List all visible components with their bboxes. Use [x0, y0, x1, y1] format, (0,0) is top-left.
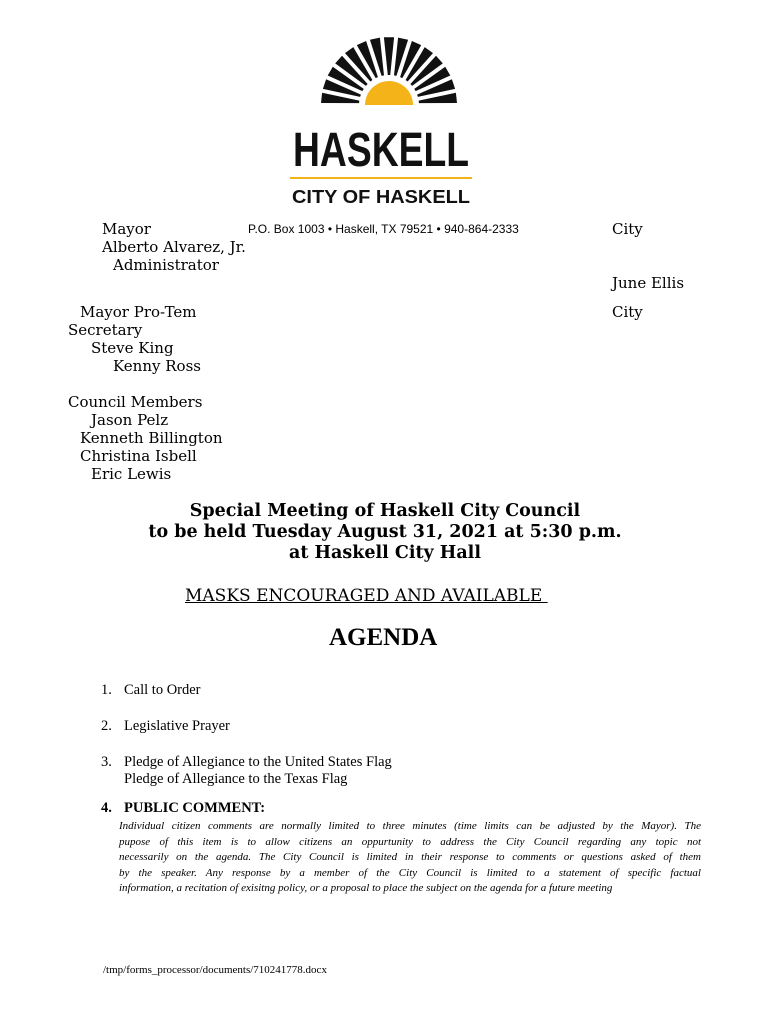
address-line: P.O. Box 1003 • Haskell, TX 79521 • 940-864-2333: [248, 222, 519, 236]
logo-subtitle: CITY OF HASKELL: [292, 187, 470, 207]
administrator-label: Administrator: [113, 256, 219, 274]
mayor-pro-tem-name: Steve King: [91, 339, 174, 357]
council-member: Eric Lewis: [91, 465, 172, 483]
city-logo: [286, 35, 476, 212]
agenda-item-number: 1.: [101, 682, 112, 698]
public-comment-description: [119, 819, 701, 897]
logo-wordmark: HASKELL: [293, 124, 469, 177]
public-comment-line: information, a recitation of exisitng policy, or a proposal to place the subject on the agenda for a future meeting: [119, 882, 613, 895]
mayor-title: Mayor: [102, 220, 151, 238]
agenda-heading: AGENDA: [329, 624, 438, 651]
agenda-item-text: Call to Order: [124, 682, 201, 698]
meeting-title-line3: at Haskell City Hall: [289, 543, 481, 563]
agenda-item-text-continued: Pledge of Allegiance to the Texas Flag: [124, 771, 348, 787]
agenda-item-number: 3.: [101, 754, 112, 770]
council-member: Jason Pelz: [91, 411, 169, 429]
june-ellis: June Ellis: [612, 274, 685, 292]
public-comment-line: by the speaker. Any response by a member of the City Council is limited to a statement of specific factual: [119, 866, 701, 879]
kenny-ross: Kenny Ross: [113, 357, 201, 375]
mayor-pro-tem-title: Mayor Pro-Tem: [80, 303, 197, 321]
agenda-item-text: Pledge of Allegiance to the United States Flag: [124, 754, 392, 770]
city-label-2: City: [612, 303, 643, 321]
public-comment-line: Individual citizen comments are normally limited to three minutes (time limits can be adjusted by the Mayor). The: [119, 820, 701, 832]
mayor-name: Alberto Alvarez, Jr.: [102, 238, 246, 256]
agenda-item-number: 4.: [101, 800, 112, 816]
masks-notice: MASKS ENCOURAGED AND AVAILABLE: [185, 586, 548, 606]
agenda-item-text: PUBLIC COMMENT:: [124, 800, 266, 816]
meeting-title-line2: to be held Tuesday August 31, 2021 at 5:30 p.m.: [148, 522, 622, 542]
sunburst-logo-icon: [286, 35, 476, 207]
meeting-title-line1: Special Meeting of Haskell City Council: [189, 501, 581, 521]
council-member: Christina Isbell: [80, 447, 197, 465]
secretary-label: Secretary: [68, 321, 143, 339]
council-member: Kenneth Billington: [80, 429, 223, 447]
public-comment-line: pupose of this item is to allow citizens an oppurtunity to address the City Council regarding any topic not: [119, 835, 701, 848]
sun-ray: [384, 37, 394, 75]
footer-file-path: /tmp/forms_processor/documents/710241778.docx: [103, 964, 327, 976]
agenda-item-number: 2.: [101, 718, 112, 734]
agenda-item-text: Legislative Prayer: [124, 718, 230, 734]
public-comment-line: necessarily on the agenda. The City Council is limited in their response to comments or questions asked of them: [119, 851, 701, 864]
city-label-1: City: [612, 220, 643, 238]
council-title: Council Members: [68, 393, 203, 411]
